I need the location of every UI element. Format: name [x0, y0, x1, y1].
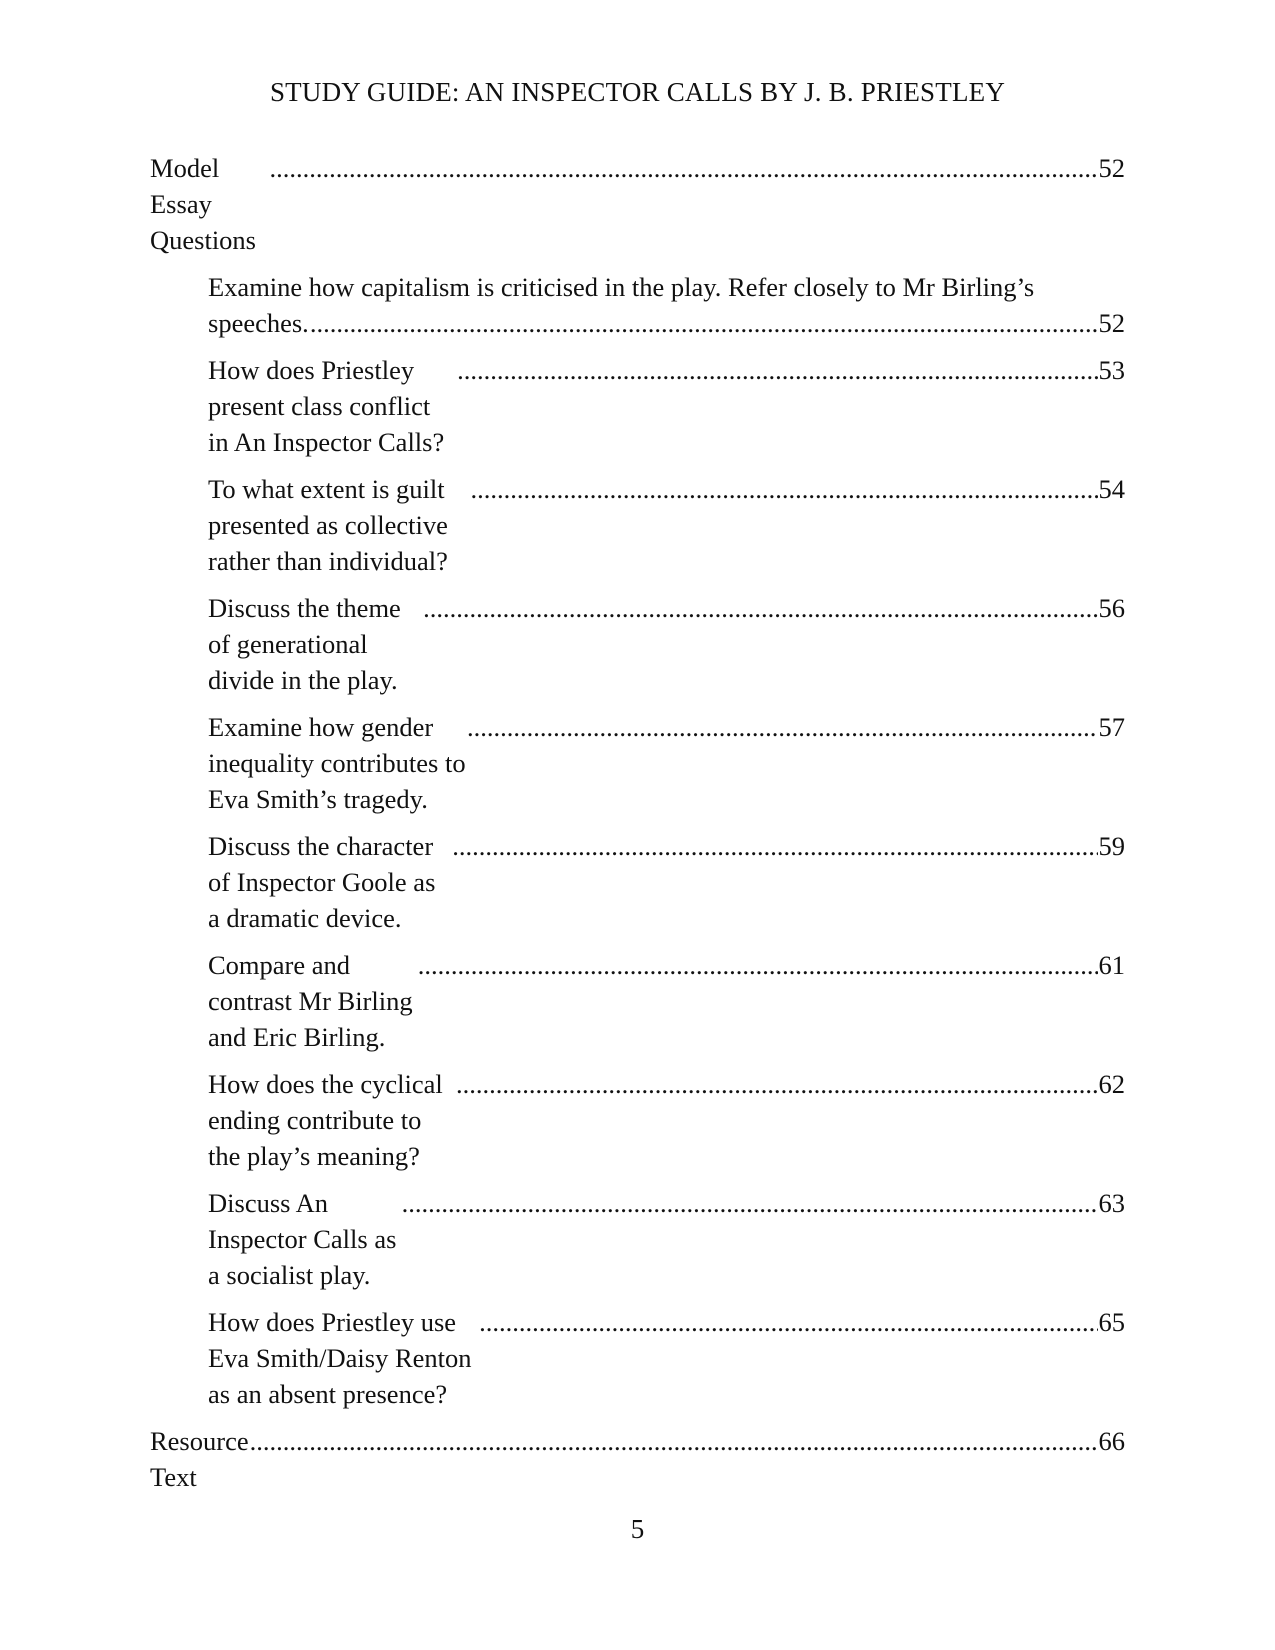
toc-entry-page: 65 — [1098, 1307, 1125, 1337]
toc-entry-title: How does the cyclical ending contribute to the play’s meaning? — [208, 1069, 443, 1171]
toc-entry-title: speeches. — [208, 308, 309, 338]
toc-entry-resource-text[interactable] — [150, 1423, 1125, 1495]
dot-leader — [423, 590, 1097, 626]
toc-entry-page: 52 — [1098, 153, 1125, 183]
toc-entry-title: How does Priestley present class conflict in An Inspector Calls? — [208, 355, 445, 457]
toc-entry-capitalism[interactable] — [150, 269, 1125, 341]
dot-leader — [479, 1304, 1097, 1340]
toc-entry-title: Examine how gender inequality contributes to Eva Smith’s tragedy. — [208, 712, 466, 814]
dot-leader — [452, 828, 1097, 864]
page-number: 5 — [630, 1514, 645, 1544]
dot-leader — [402, 1185, 1098, 1221]
dot-leader — [471, 471, 1098, 507]
running-header: STUDY GUIDE: AN INSPECTOR CALLS BY J. B. PRIESTLEY — [269, 77, 1006, 107]
toc-entry-title: How does Priestley use Eva Smith/Daisy Renton as an absent presence? — [208, 1307, 472, 1409]
dot-leader — [418, 947, 1098, 983]
toc-entry-page: 59 — [1098, 831, 1125, 861]
toc-entry-cyclical-ending[interactable] — [150, 1066, 1125, 1174]
toc-entry-collective-guilt[interactable] — [150, 471, 1125, 579]
toc-entry-generational-divide[interactable] — [150, 590, 1125, 698]
toc-entry-title: Discuss An Inspector Calls as a socialist play. — [208, 1188, 397, 1290]
toc-entry-page: 56 — [1098, 593, 1125, 623]
dot-leader — [467, 709, 1097, 745]
dot-leader — [269, 150, 1097, 186]
toc-entry-title: Discuss the theme of generational divide in the play. — [208, 593, 401, 695]
toc-entry-page: 61 — [1098, 950, 1125, 980]
toc-entry-title: Resource Text — [150, 1426, 249, 1492]
toc-entry-page: 52 — [1098, 308, 1125, 338]
toc-entry-inspector-goole[interactable] — [150, 828, 1125, 936]
toc-entry-page: 57 — [1098, 712, 1125, 742]
toc-entry-page: 62 — [1098, 1069, 1125, 1099]
toc-entry-title: Discuss the character of Inspector Goole as a dramatic device. — [208, 831, 436, 933]
toc-entry-title-line1: Examine how capitalism is criticised in the play. Refer closely to Mr Birling’s — [208, 272, 1035, 302]
toc-entry-title: To what extent is guilt presented as collective rather than individual? — [208, 474, 448, 576]
table-of-contents — [150, 150, 1125, 1506]
toc-entry-page: 53 — [1098, 355, 1125, 385]
toc-entry-page: 66 — [1098, 1426, 1125, 1456]
toc-entry-model-essay-questions[interactable] — [150, 150, 1125, 258]
toc-entry-socialist-play[interactable] — [150, 1185, 1125, 1293]
dot-leader — [310, 305, 1098, 341]
toc-entry-absent-presence[interactable] — [150, 1304, 1125, 1412]
toc-entry-page: 63 — [1098, 1188, 1125, 1218]
dot-leader — [457, 352, 1097, 388]
toc-entry-class-conflict[interactable] — [150, 352, 1125, 460]
dot-leader — [250, 1423, 1098, 1459]
toc-entry-title: Compare and contrast Mr Birling and Eric Birling. — [208, 950, 413, 1052]
toc-entry-title: Model Essay Questions — [150, 153, 256, 255]
toc-entry-birling-comparison[interactable] — [150, 947, 1125, 1055]
dot-leader — [456, 1066, 1098, 1102]
toc-entry-gender-inequality[interactable] — [150, 709, 1125, 817]
toc-entry-page: 54 — [1098, 474, 1125, 504]
